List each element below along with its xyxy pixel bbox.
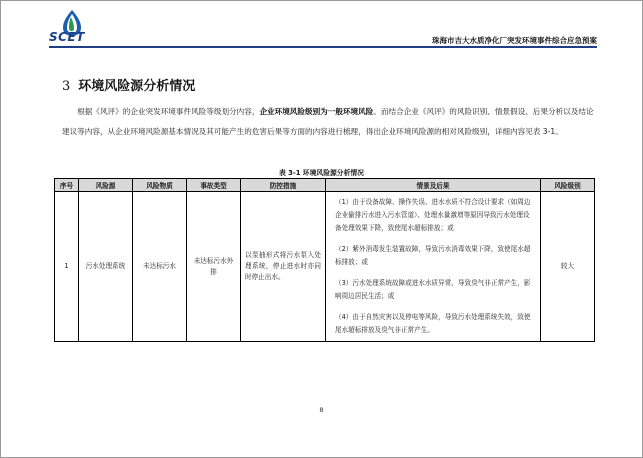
cell-risk-level: 较大 — [541, 192, 595, 342]
column-header: 事故类型 — [187, 179, 241, 192]
consequence-item: （3）污水处理系统故障或进水水质异常，导致臭气非正常产生，影响周边居民生活；或 — [335, 279, 531, 300]
document-header-title: 珠海市吉大水质净化厂突发环境事件综合应急预案 — [432, 36, 597, 45]
cell-risk-substance: 未达标污水 — [133, 192, 187, 342]
cell-scenario-consequences — [326, 192, 541, 342]
cell-index: 1 — [55, 192, 79, 342]
column-header: 情景及后果 — [326, 179, 541, 192]
risk-source-table — [54, 178, 595, 342]
column-header: 风险级别 — [541, 179, 595, 192]
cell-accident-type: 未达标污水外排 — [187, 192, 241, 342]
section-heading — [62, 75, 195, 94]
table-header-row — [55, 179, 595, 192]
cell-risk-source: 污水处理系统 — [79, 192, 133, 342]
header-divider — [49, 46, 597, 48]
table-caption: 表 3-1 环境风险源分析情况 — [279, 169, 364, 177]
column-header: 风险物质 — [133, 179, 187, 192]
column-header: 序号 — [55, 179, 79, 192]
column-header: 防控措施 — [241, 179, 326, 192]
page-number: 8 — [319, 406, 324, 414]
consequence-item: （2）紫外消毒发生装置故障，导致污水消毒效果下降，致使尾水超标排放；或 — [335, 245, 531, 266]
logo-text: SCET — [49, 30, 85, 44]
paragraph-bold-conclusion: 企业环境风险级别为一般环境风险 — [259, 107, 374, 116]
consequence-item: （4）由于自然灾害以及停电等风险，导致污水处理系统失效，致使尾水超标排放及臭气非正常产生。 — [335, 313, 531, 334]
section-number: 3 — [62, 79, 71, 94]
paragraph-part-1: 根据《风评》的企业突发环境事件风险等级划分内容， — [77, 107, 260, 116]
cell-prevention-measures: 以泵抽形式将污水泵入处理系统，停止进水时亦同时停止出水。 — [241, 192, 326, 342]
column-header: 风险源 — [79, 179, 133, 192]
intro-paragraph — [62, 102, 594, 142]
section-title: 环境风险源分析情况 — [78, 79, 196, 94]
table-row — [55, 192, 595, 342]
consequence-item: （1）由于设备故障、操作失误、进水水质不符合设计要求（如周边企业偷排污水进入污水管道）、处理水量激增等原因导致污水处理设备处理效果下降，致使尾水超标排放；或 — [335, 198, 531, 232]
paragraph-part-2: 。而结合企业《风评》的风险识别、情景假设、后果分析以及结论建议等内容，从企业环境风险源基本情况及其可能产生的危害后果等方面的内容进行梳理，得出企业环境风险源的相对风险级别，详细内容见表 3-1。 — [62, 107, 594, 136]
